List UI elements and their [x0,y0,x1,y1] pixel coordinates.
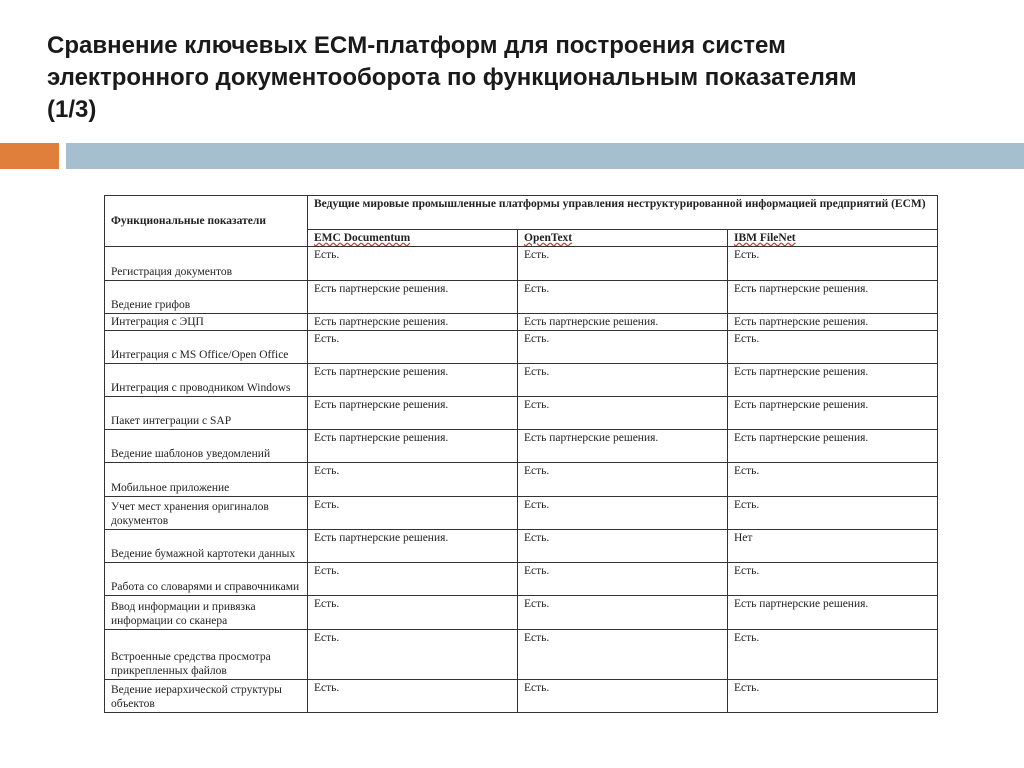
value-cell: Есть. [518,563,728,596]
header-platform-filenet [728,230,938,247]
feature-cell: Интеграция с MS Office/Open Office [105,331,308,364]
feature-cell: Регистрация документов [105,247,308,281]
value-cell: Есть партнерские решения. [308,364,518,397]
feature-cell: Интеграция с ЭЦП [105,314,308,331]
header-platform-emc-label: EMC Documentum [314,232,411,244]
feature-cell: Ведение грифов [105,281,308,314]
value-cell: Есть. [728,331,938,364]
header-platform-filenet-label: IBM FileNet [734,232,796,244]
value-cell: Есть. [518,630,728,680]
value-cell: Есть партнерские решения. [728,397,938,430]
feature-cell: Ведение бумажной картотеки данных [105,530,308,563]
value-cell: Есть. [308,497,518,530]
table-row [105,463,938,497]
table-header-row [105,196,938,230]
header-platform-opentext-label: OpenText [524,232,573,244]
value-cell: Есть. [728,497,938,530]
header-platform-opentext [518,230,728,247]
feature-cell: Ввод информации и привязка информации со сканера [105,596,308,630]
slide-title [47,30,1012,126]
feature-cell: Работа со словарями и справочниками [105,563,308,596]
value-cell: Есть партнерские решения. [308,314,518,331]
table-row [105,314,938,331]
slide-title-line-2: электронного документооборота по функциональным показателям [47,64,857,91]
value-cell: Есть. [518,331,728,364]
table-row [105,430,938,463]
table-body [105,247,938,713]
table-row [105,630,938,680]
feature-cell: Ведение шаблонов уведомлений [105,430,308,463]
value-cell: Есть партнерские решения. [728,281,938,314]
table-row [105,497,938,530]
value-cell: Есть. [728,563,938,596]
value-cell: Нет [728,530,938,563]
value-cell: Есть. [308,247,518,281]
value-cell: Есть. [308,680,518,713]
value-cell: Есть партнерские решения. [308,530,518,563]
table-row [105,563,938,596]
header-platform-emc [308,230,518,247]
value-cell: Есть. [518,281,728,314]
value-cell: Есть партнерские решения. [308,397,518,430]
value-cell: Есть. [728,247,938,281]
feature-cell: Учет мест хранения оригиналов документов [105,497,308,530]
value-cell: Есть партнерские решения. [728,364,938,397]
value-cell: Есть. [308,630,518,680]
table-row [105,596,938,630]
table-row [105,331,938,364]
slide-title-line-1: Сравнение ключевых ECM-платформ для построения систем [47,32,786,59]
value-cell: Есть. [308,331,518,364]
value-cell: Есть. [518,463,728,497]
feature-cell: Пакет интеграции с SAP [105,397,308,430]
value-cell: Есть. [518,247,728,281]
value-cell: Есть. [308,463,518,497]
table-row [105,281,938,314]
value-cell: Есть. [728,463,938,497]
value-cell: Есть. [518,397,728,430]
table-row [105,397,938,430]
value-cell: Есть партнерские решения. [518,314,728,331]
table-row [105,247,938,281]
value-cell: Есть. [308,596,518,630]
value-cell: Есть. [518,680,728,713]
table-row [105,530,938,563]
feature-cell: Встроенные средства просмотра прикрепленных файлов [105,630,308,680]
header-platform-group: Ведущие мировые промышленные платформы управления неструктурированной информацией предприятий (ECM) [308,196,938,230]
value-cell: Есть. [308,563,518,596]
value-cell: Есть партнерские решения. [728,596,938,630]
header-features: Функциональные показатели [105,196,308,247]
feature-cell: Ведение иерархической структуры объектов [105,680,308,713]
value-cell: Есть партнерские решения. [308,430,518,463]
value-cell: Есть партнерские решения. [308,281,518,314]
accent-bar-blue [66,143,1024,169]
value-cell: Есть. [728,630,938,680]
value-cell: Есть. [518,497,728,530]
comparison-table [104,195,938,713]
value-cell: Есть партнерские решения. [518,430,728,463]
value-cell: Есть партнерские решения. [728,430,938,463]
value-cell: Есть. [728,680,938,713]
table-row [105,364,938,397]
value-cell: Есть. [518,530,728,563]
accent-bar-orange [0,143,59,169]
table-row [105,680,938,713]
value-cell: Есть. [518,364,728,397]
slide-title-line-3: (1/3) [47,96,97,123]
feature-cell: Интеграция с проводником Windows [105,364,308,397]
value-cell: Есть партнерские решения. [728,314,938,331]
feature-cell: Мобильное приложение [105,463,308,497]
value-cell: Есть. [518,596,728,630]
